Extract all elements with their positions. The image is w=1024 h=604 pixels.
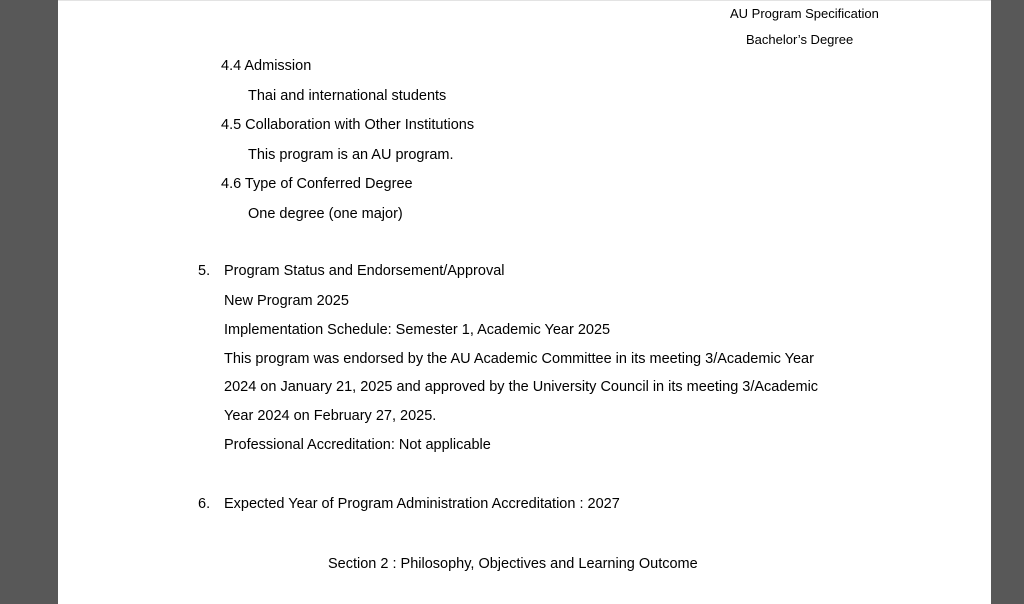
item-5-line-new-program: New Program 2025	[224, 293, 349, 309]
item-5-line-endorsement-1: This program was endorsed by the AU Academic Committee in its meeting 3/Academic Year	[224, 351, 814, 367]
item-6-title: Expected Year of Program Administration Accreditation : 2027	[224, 496, 620, 512]
item-5-title: Program Status and Endorsement/Approval	[224, 263, 505, 279]
section-2-title: Section 2 : Philosophy, Objectives and Learning Outcome	[328, 556, 698, 572]
item-5-line-implementation: Implementation Schedule: Semester 1, Academic Year 2025	[224, 322, 611, 338]
heading-4-5-collaboration: 4.5 Collaboration with Other Institutions	[221, 117, 475, 133]
item-5-line-endorsement-2: 2024 on January 21, 2025 and approved by the University Council in its meeting 3/Academic	[224, 379, 819, 395]
collaboration-text: This program is an AU program.	[248, 147, 454, 163]
item-6-number: 6.	[198, 496, 211, 512]
document-page	[58, 0, 991, 604]
header-degree-level: Bachelor’s Degree	[746, 32, 854, 47]
heading-4-6-degree-type: 4.6 Type of Conferred Degree	[221, 176, 413, 192]
item-5-number: 5.	[198, 263, 211, 279]
item-5-line-endorsement-3: Year 2024 on February 27, 2025.	[224, 408, 437, 424]
header-program-specification: AU Program Specification	[730, 6, 879, 21]
item-5-line-accreditation: Professional Accreditation: Not applicable	[224, 437, 491, 453]
degree-type-text: One degree (one major)	[248, 206, 403, 222]
admission-text: Thai and international students	[248, 88, 447, 104]
heading-4-4-admission: 4.4 Admission	[221, 58, 312, 74]
